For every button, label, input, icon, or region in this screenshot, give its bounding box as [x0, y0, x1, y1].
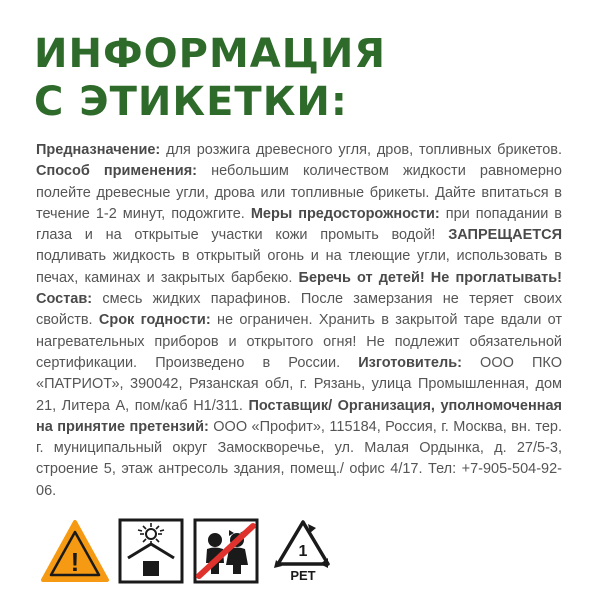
label-segment: ООО «Профит», 115184, Россия, г. Москва, вн. тер. г. муниципальный округ Замоскворечье, ул. Малая Ордынка, д. 27/5-3, строение 5, этаж антресоль здания, помещ./ офис 4/17. Тел: +7-905-504-92-06. — [36, 418, 563, 499]
heading-line-1: ИНФОРМАЦИЯ — [34, 31, 387, 77]
recycle-pet-icon — [270, 518, 336, 584]
keep-away-from-children-icon — [193, 518, 259, 584]
label-segment: ООО ПКО «ПАТРИОТ», 390042, Рязанская обл, г. Рязань, улица Промышленная, дом 21, Литера А, пом/каб Н1/311. — [36, 354, 562, 414]
label-segment: подливать жидкость в открытый огонь и на тлеющие угли, использовать в печах, каминах и закрытых барбекю. — [36, 248, 562, 286]
warning-triangle-icon — [40, 518, 110, 584]
safety-icons-row — [40, 518, 340, 584]
label-heading: ЗАПРЕЩАЕТСЯ — [448, 227, 562, 244]
label-segment: для розжига древесного угля, дров, топливных брикетов. — [160, 142, 562, 158]
heading-line-2: С ЭТИКЕТКИ: — [34, 79, 348, 125]
recycle-number: 1 — [298, 543, 308, 560]
warning-mark: ! — [70, 547, 80, 577]
heading — [34, 30, 574, 126]
label-segment: не ограничен. Хранить в закрытой таре вдали от нагревательных приборов и открытого огня! Не подлежит обязательной сертификации. Произведено в России. — [36, 312, 563, 371]
label-segment: небольшим количеством жидкости равномерно полейте древесные угли, дрова или топливные брикеты. Дайте впитаться в течение 1-2 минут, подожгите. — [36, 163, 562, 222]
label-heading: Меры предосторожности: — [250, 205, 440, 222]
label-heading: Поставщик/ Организация, уполномоченная на принятие претензий: — [36, 397, 562, 435]
label-heading: Предназначение: — [36, 142, 161, 158]
recycle-label: PET — [290, 568, 316, 583]
keep-away-from-heat-icon — [118, 518, 184, 584]
label-heading: Беречь от детей! Не проглатывать! Состав: — [36, 269, 562, 308]
label-segment: при попадании в глаза и на открытые участки кожи промыть водой! — [36, 205, 562, 244]
label-heading: Изготовитель: — [358, 354, 462, 371]
label-heading: Способ применения: — [36, 163, 198, 180]
label-text — [36, 140, 562, 502]
label-segment: смесь жидких парафинов. После замерзания не теряет своих свойств. — [36, 291, 562, 329]
label-heading: Срок годности: — [98, 312, 211, 329]
